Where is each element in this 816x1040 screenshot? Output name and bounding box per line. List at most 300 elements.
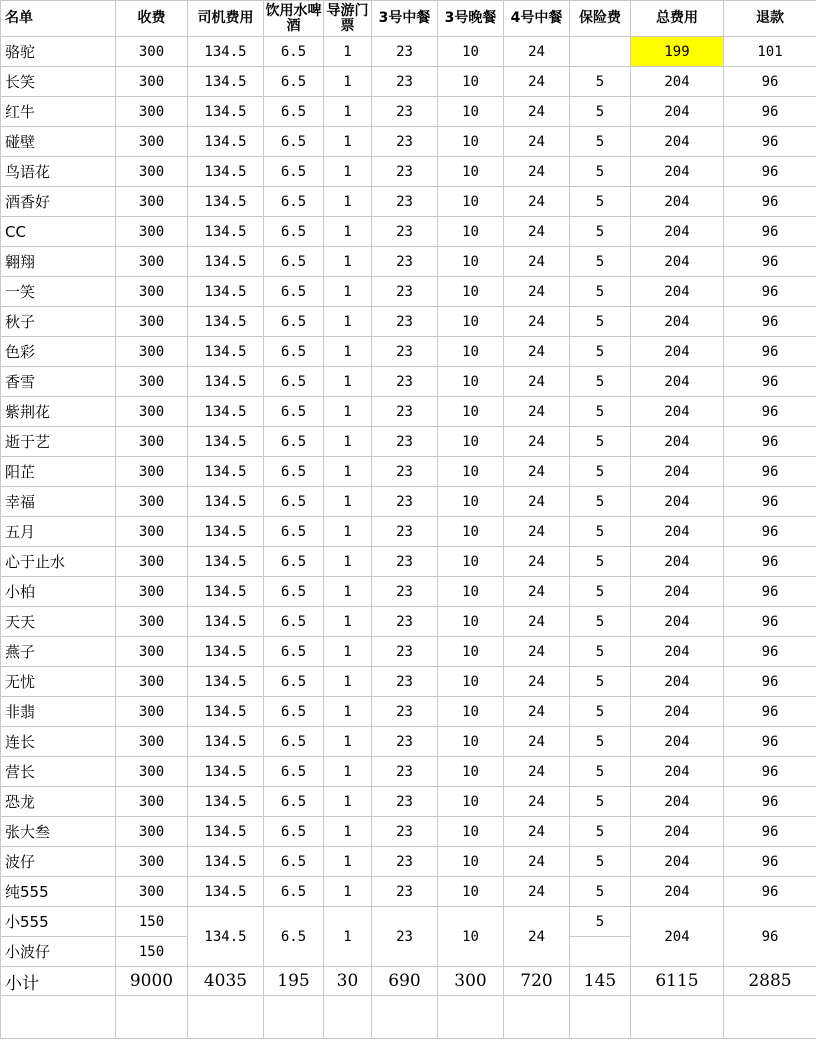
header-cell-lunch-4[interactable]: 4号中餐 bbox=[504, 1, 570, 37]
cell-insurance[interactable]: 5 bbox=[570, 427, 631, 457]
cell-guide-ticket[interactable]: 1 bbox=[324, 907, 372, 967]
cell-dinner-3[interactable]: 10 bbox=[438, 637, 504, 667]
cell-driver-fee[interactable]: 134.5 bbox=[188, 487, 264, 517]
cell-total-cost[interactable]: 204 bbox=[631, 367, 724, 397]
cell-drinks[interactable]: 6.5 bbox=[264, 397, 324, 427]
cell-total-cost[interactable]: 204 bbox=[631, 577, 724, 607]
cell-driver-fee[interactable]: 134.5 bbox=[188, 757, 264, 787]
cell-driver-fee[interactable]: 134.5 bbox=[188, 157, 264, 187]
subtotal-driver-fee[interactable]: 4035 bbox=[188, 967, 264, 996]
cell-guide-ticket[interactable]: 1 bbox=[324, 457, 372, 487]
cell-fee[interactable]: 300 bbox=[116, 877, 188, 907]
cell-lunch-4[interactable]: 24 bbox=[504, 547, 570, 577]
cell-lunch-3[interactable]: 23 bbox=[372, 907, 438, 967]
cell-insurance[interactable]: 5 bbox=[570, 247, 631, 277]
cell-total-cost[interactable]: 204 bbox=[631, 607, 724, 637]
cell-fee[interactable]: 300 bbox=[116, 577, 188, 607]
cell-lunch-3[interactable]: 23 bbox=[372, 157, 438, 187]
header-cell-refund[interactable]: 退款 bbox=[724, 1, 816, 37]
cell-dinner-3[interactable]: 10 bbox=[438, 337, 504, 367]
empty-cell[interactable] bbox=[570, 996, 631, 1039]
cell-insurance[interactable]: 5 bbox=[570, 97, 631, 127]
cell-insurance[interactable]: 5 bbox=[570, 517, 631, 547]
cell-lunch-3[interactable]: 23 bbox=[372, 787, 438, 817]
cell-driver-fee[interactable]: 134.5 bbox=[188, 127, 264, 157]
cell-insurance[interactable]: 5 bbox=[570, 697, 631, 727]
cell-name[interactable]: 小波仔 bbox=[1, 937, 116, 967]
cell-name[interactable]: 连长 bbox=[1, 727, 116, 757]
cell-guide-ticket[interactable]: 1 bbox=[324, 337, 372, 367]
cell-lunch-3[interactable]: 23 bbox=[372, 397, 438, 427]
cell-insurance[interactable]: 5 bbox=[570, 367, 631, 397]
cell-lunch-3[interactable]: 23 bbox=[372, 457, 438, 487]
cell-name[interactable]: 纯555 bbox=[1, 877, 116, 907]
cell-lunch-3[interactable]: 23 bbox=[372, 67, 438, 97]
cell-name[interactable]: 红牛 bbox=[1, 97, 116, 127]
cell-lunch-3[interactable]: 23 bbox=[372, 427, 438, 457]
cell-guide-ticket[interactable]: 1 bbox=[324, 37, 372, 67]
cell-drinks[interactable]: 6.5 bbox=[264, 97, 324, 127]
cell-total-cost[interactable]: 204 bbox=[631, 727, 724, 757]
cell-guide-ticket[interactable]: 1 bbox=[324, 307, 372, 337]
cell-driver-fee[interactable]: 134.5 bbox=[188, 547, 264, 577]
empty-cell[interactable] bbox=[504, 996, 570, 1039]
cell-driver-fee[interactable]: 134.5 bbox=[188, 907, 264, 967]
cell-refund[interactable]: 96 bbox=[724, 187, 816, 217]
cell-refund[interactable]: 96 bbox=[724, 247, 816, 277]
cell-lunch-4[interactable]: 24 bbox=[504, 877, 570, 907]
cell-lunch-4[interactable]: 24 bbox=[504, 457, 570, 487]
cell-guide-ticket[interactable]: 1 bbox=[324, 547, 372, 577]
cell-guide-ticket[interactable]: 1 bbox=[324, 517, 372, 547]
cell-lunch-4[interactable]: 24 bbox=[504, 697, 570, 727]
cell-dinner-3[interactable]: 10 bbox=[438, 457, 504, 487]
cell-guide-ticket[interactable]: 1 bbox=[324, 397, 372, 427]
cell-lunch-4[interactable]: 24 bbox=[504, 397, 570, 427]
cell-dinner-3[interactable]: 10 bbox=[438, 727, 504, 757]
cell-insurance[interactable]: 5 bbox=[570, 667, 631, 697]
cell-lunch-4[interactable]: 24 bbox=[504, 127, 570, 157]
cell-driver-fee[interactable]: 134.5 bbox=[188, 427, 264, 457]
cell-guide-ticket[interactable]: 1 bbox=[324, 847, 372, 877]
empty-cell[interactable] bbox=[264, 996, 324, 1039]
cell-name[interactable]: 香雪 bbox=[1, 367, 116, 397]
cell-refund[interactable]: 96 bbox=[724, 337, 816, 367]
cell-total-cost[interactable]: 204 bbox=[631, 757, 724, 787]
cell-guide-ticket[interactable]: 1 bbox=[324, 577, 372, 607]
empty-cell[interactable] bbox=[188, 996, 264, 1039]
header-cell-insurance[interactable]: 保险费 bbox=[570, 1, 631, 37]
cell-driver-fee[interactable]: 134.5 bbox=[188, 307, 264, 337]
cell-lunch-4[interactable]: 24 bbox=[504, 667, 570, 697]
cell-fee[interactable]: 300 bbox=[116, 697, 188, 727]
cell-insurance[interactable]: 5 bbox=[570, 727, 631, 757]
cell-lunch-4[interactable]: 24 bbox=[504, 277, 570, 307]
cell-refund[interactable]: 96 bbox=[724, 577, 816, 607]
cell-lunch-3[interactable]: 23 bbox=[372, 247, 438, 277]
cell-guide-ticket[interactable]: 1 bbox=[324, 667, 372, 697]
cell-drinks[interactable]: 6.5 bbox=[264, 127, 324, 157]
cell-lunch-4[interactable]: 24 bbox=[504, 637, 570, 667]
cell-refund[interactable]: 96 bbox=[724, 847, 816, 877]
cell-name[interactable]: 小555 bbox=[1, 907, 116, 937]
cell-name[interactable]: 碰壁 bbox=[1, 127, 116, 157]
cell-fee[interactable]: 300 bbox=[116, 487, 188, 517]
subtotal-total-cost[interactable]: 6115 bbox=[631, 967, 724, 996]
subtotal-drinks[interactable]: 195 bbox=[264, 967, 324, 996]
cell-dinner-3[interactable]: 10 bbox=[438, 487, 504, 517]
cell-total-cost[interactable]: 204 bbox=[631, 67, 724, 97]
header-cell-dinner-3[interactable]: 3号晚餐 bbox=[438, 1, 504, 37]
cell-lunch-4[interactable]: 24 bbox=[504, 97, 570, 127]
cell-dinner-3[interactable]: 10 bbox=[438, 877, 504, 907]
cell-insurance[interactable]: 5 bbox=[570, 397, 631, 427]
cell-name[interactable]: 色彩 bbox=[1, 337, 116, 367]
cell-dinner-3[interactable]: 10 bbox=[438, 817, 504, 847]
cell-lunch-3[interactable]: 23 bbox=[372, 847, 438, 877]
cell-lunch-3[interactable]: 23 bbox=[372, 337, 438, 367]
cell-fee[interactable]: 300 bbox=[116, 607, 188, 637]
subtotal-guide-ticket[interactable]: 30 bbox=[324, 967, 372, 996]
cell-lunch-4[interactable]: 24 bbox=[504, 517, 570, 547]
cell-driver-fee[interactable]: 134.5 bbox=[188, 457, 264, 487]
cell-refund[interactable]: 96 bbox=[724, 157, 816, 187]
empty-cell[interactable] bbox=[438, 996, 504, 1039]
cell-lunch-4[interactable]: 24 bbox=[504, 427, 570, 457]
cell-insurance[interactable]: 5 bbox=[570, 127, 631, 157]
cell-refund[interactable]: 96 bbox=[724, 877, 816, 907]
cell-lunch-4[interactable]: 24 bbox=[504, 217, 570, 247]
cell-driver-fee[interactable]: 134.5 bbox=[188, 37, 264, 67]
cell-refund[interactable]: 96 bbox=[724, 367, 816, 397]
cell-refund[interactable]: 96 bbox=[724, 277, 816, 307]
cell-total-cost[interactable]: 204 bbox=[631, 277, 724, 307]
header-cell-drinks[interactable]: 饮用水啤酒 bbox=[264, 1, 324, 37]
cell-fee[interactable]: 300 bbox=[116, 367, 188, 397]
cell-drinks[interactable]: 6.5 bbox=[264, 817, 324, 847]
cell-refund[interactable]: 96 bbox=[724, 487, 816, 517]
cell-guide-ticket[interactable]: 1 bbox=[324, 277, 372, 307]
cell-fee[interactable]: 300 bbox=[116, 247, 188, 277]
cell-insurance[interactable]: 5 bbox=[570, 577, 631, 607]
cell-insurance[interactable]: 5 bbox=[570, 457, 631, 487]
cell-guide-ticket[interactable]: 1 bbox=[324, 727, 372, 757]
cell-lunch-3[interactable]: 23 bbox=[372, 217, 438, 247]
cell-dinner-3[interactable]: 10 bbox=[438, 697, 504, 727]
cell-name[interactable]: 逝于艺 bbox=[1, 427, 116, 457]
header-cell-guide-ticket[interactable]: 导游门票 bbox=[324, 1, 372, 37]
cell-guide-ticket[interactable]: 1 bbox=[324, 607, 372, 637]
cell-dinner-3[interactable]: 10 bbox=[438, 247, 504, 277]
cell-dinner-3[interactable]: 10 bbox=[438, 547, 504, 577]
cell-driver-fee[interactable]: 134.5 bbox=[188, 697, 264, 727]
cell-refund[interactable]: 96 bbox=[724, 67, 816, 97]
cell-driver-fee[interactable]: 134.5 bbox=[188, 727, 264, 757]
cell-name[interactable]: 酒香好 bbox=[1, 187, 116, 217]
cell-dinner-3[interactable]: 10 bbox=[438, 367, 504, 397]
cell-insurance[interactable]: 5 bbox=[570, 787, 631, 817]
cell-driver-fee[interactable]: 134.5 bbox=[188, 217, 264, 247]
cell-insurance[interactable] bbox=[570, 937, 631, 967]
cell-driver-fee[interactable]: 134.5 bbox=[188, 517, 264, 547]
cell-fee[interactable]: 300 bbox=[116, 397, 188, 427]
cell-total-cost[interactable]: 204 bbox=[631, 637, 724, 667]
cell-guide-ticket[interactable]: 1 bbox=[324, 367, 372, 397]
cell-drinks[interactable]: 6.5 bbox=[264, 37, 324, 67]
cell-total-cost[interactable]: 204 bbox=[631, 547, 724, 577]
cell-insurance[interactable]: 5 bbox=[570, 607, 631, 637]
empty-cell[interactable] bbox=[372, 996, 438, 1039]
cell-lunch-3[interactable]: 23 bbox=[372, 367, 438, 397]
empty-cell[interactable] bbox=[724, 996, 816, 1039]
cell-total-cost[interactable]: 204 bbox=[631, 697, 724, 727]
cell-refund[interactable]: 96 bbox=[724, 217, 816, 247]
cell-lunch-4[interactable]: 24 bbox=[504, 817, 570, 847]
cell-guide-ticket[interactable]: 1 bbox=[324, 157, 372, 187]
cell-driver-fee[interactable]: 134.5 bbox=[188, 187, 264, 217]
cell-driver-fee[interactable]: 134.5 bbox=[188, 667, 264, 697]
cell-driver-fee[interactable]: 134.5 bbox=[188, 637, 264, 667]
cell-refund[interactable]: 96 bbox=[724, 757, 816, 787]
cell-guide-ticket[interactable]: 1 bbox=[324, 787, 372, 817]
cell-guide-ticket[interactable]: 1 bbox=[324, 697, 372, 727]
cell-dinner-3[interactable]: 10 bbox=[438, 517, 504, 547]
cell-insurance[interactable]: 5 bbox=[570, 847, 631, 877]
cell-drinks[interactable]: 6.5 bbox=[264, 757, 324, 787]
cell-fee[interactable]: 300 bbox=[116, 277, 188, 307]
cell-dinner-3[interactable]: 10 bbox=[438, 67, 504, 97]
cell-name[interactable]: 恐龙 bbox=[1, 787, 116, 817]
subtotal-insurance[interactable]: 145 bbox=[570, 967, 631, 996]
cell-dinner-3[interactable]: 10 bbox=[438, 277, 504, 307]
cell-fee[interactable]: 300 bbox=[116, 97, 188, 127]
cell-lunch-3[interactable]: 23 bbox=[372, 577, 438, 607]
cell-dinner-3[interactable]: 10 bbox=[438, 187, 504, 217]
cell-insurance[interactable]: 5 bbox=[570, 817, 631, 847]
cell-total-cost[interactable]: 199 bbox=[631, 37, 724, 67]
cell-guide-ticket[interactable]: 1 bbox=[324, 247, 372, 277]
cell-name[interactable]: 幸福 bbox=[1, 487, 116, 517]
cell-guide-ticket[interactable]: 1 bbox=[324, 187, 372, 217]
cell-lunch-4[interactable]: 24 bbox=[504, 367, 570, 397]
cell-drinks[interactable]: 6.5 bbox=[264, 427, 324, 457]
cell-name[interactable]: 燕子 bbox=[1, 637, 116, 667]
cell-name[interactable]: 鸟语花 bbox=[1, 157, 116, 187]
cell-dinner-3[interactable]: 10 bbox=[438, 787, 504, 817]
cell-name[interactable]: 波仔 bbox=[1, 847, 116, 877]
cell-insurance[interactable]: 5 bbox=[570, 757, 631, 787]
cell-refund[interactable]: 96 bbox=[724, 547, 816, 577]
cell-driver-fee[interactable]: 134.5 bbox=[188, 337, 264, 367]
cell-lunch-4[interactable]: 24 bbox=[504, 37, 570, 67]
cell-refund[interactable]: 96 bbox=[724, 787, 816, 817]
cell-total-cost[interactable]: 204 bbox=[631, 127, 724, 157]
cell-lunch-4[interactable]: 24 bbox=[504, 307, 570, 337]
empty-cell[interactable] bbox=[116, 996, 188, 1039]
header-cell-lunch-3[interactable]: 3号中餐 bbox=[372, 1, 438, 37]
cell-drinks[interactable]: 6.5 bbox=[264, 367, 324, 397]
cell-guide-ticket[interactable]: 1 bbox=[324, 817, 372, 847]
cell-lunch-4[interactable]: 24 bbox=[504, 577, 570, 607]
cell-guide-ticket[interactable]: 1 bbox=[324, 757, 372, 787]
cell-lunch-4[interactable]: 24 bbox=[504, 607, 570, 637]
cell-refund[interactable]: 96 bbox=[724, 127, 816, 157]
cell-driver-fee[interactable]: 134.5 bbox=[188, 877, 264, 907]
cell-total-cost[interactable]: 204 bbox=[631, 667, 724, 697]
cell-lunch-4[interactable]: 24 bbox=[504, 487, 570, 517]
cell-driver-fee[interactable]: 134.5 bbox=[188, 277, 264, 307]
cell-lunch-4[interactable]: 24 bbox=[504, 247, 570, 277]
cell-fee[interactable]: 150 bbox=[116, 907, 188, 937]
cell-lunch-3[interactable]: 23 bbox=[372, 517, 438, 547]
cell-fee[interactable]: 300 bbox=[116, 457, 188, 487]
cell-drinks[interactable]: 6.5 bbox=[264, 847, 324, 877]
cell-lunch-3[interactable]: 23 bbox=[372, 37, 438, 67]
cell-total-cost[interactable]: 204 bbox=[631, 157, 724, 187]
cell-guide-ticket[interactable]: 1 bbox=[324, 427, 372, 457]
cell-name[interactable]: 天天 bbox=[1, 607, 116, 637]
cell-fee[interactable]: 300 bbox=[116, 67, 188, 97]
cell-insurance[interactable]: 5 bbox=[570, 547, 631, 577]
cell-drinks[interactable]: 6.5 bbox=[264, 187, 324, 217]
subtotal-name[interactable]: 小计 bbox=[1, 967, 116, 996]
cell-drinks[interactable]: 6.5 bbox=[264, 277, 324, 307]
cell-drinks[interactable]: 6.5 bbox=[264, 457, 324, 487]
cell-dinner-3[interactable]: 10 bbox=[438, 757, 504, 787]
header-cell-fee[interactable]: 收费 bbox=[116, 1, 188, 37]
cell-name[interactable]: 营长 bbox=[1, 757, 116, 787]
cell-refund[interactable]: 96 bbox=[724, 637, 816, 667]
cell-fee[interactable]: 300 bbox=[116, 427, 188, 457]
cell-lunch-3[interactable]: 23 bbox=[372, 697, 438, 727]
cell-name[interactable]: 秋子 bbox=[1, 307, 116, 337]
header-cell-driver-fee[interactable]: 司机费用 bbox=[188, 1, 264, 37]
cell-lunch-3[interactable]: 23 bbox=[372, 307, 438, 337]
cell-total-cost[interactable]: 204 bbox=[631, 97, 724, 127]
empty-cell[interactable] bbox=[324, 996, 372, 1039]
cell-driver-fee[interactable]: 134.5 bbox=[188, 67, 264, 97]
subtotal-fee[interactable]: 9000 bbox=[116, 967, 188, 996]
cell-dinner-3[interactable]: 10 bbox=[438, 847, 504, 877]
cell-name[interactable]: 非翡 bbox=[1, 697, 116, 727]
header-cell-total-cost[interactable]: 总费用 bbox=[631, 1, 724, 37]
cell-guide-ticket[interactable]: 1 bbox=[324, 877, 372, 907]
cell-insurance[interactable] bbox=[570, 37, 631, 67]
cell-fee[interactable]: 300 bbox=[116, 127, 188, 157]
cell-refund[interactable]: 96 bbox=[724, 517, 816, 547]
cell-total-cost[interactable]: 204 bbox=[631, 787, 724, 817]
cell-total-cost[interactable]: 204 bbox=[631, 307, 724, 337]
cell-insurance[interactable]: 5 bbox=[570, 157, 631, 187]
cell-insurance[interactable]: 5 bbox=[570, 907, 631, 937]
cell-guide-ticket[interactable]: 1 bbox=[324, 217, 372, 247]
cell-fee[interactable]: 300 bbox=[116, 727, 188, 757]
cell-name[interactable]: 无忧 bbox=[1, 667, 116, 697]
cell-drinks[interactable]: 6.5 bbox=[264, 877, 324, 907]
cell-guide-ticket[interactable]: 1 bbox=[324, 97, 372, 127]
cell-refund[interactable]: 96 bbox=[724, 97, 816, 127]
cell-fee[interactable]: 300 bbox=[116, 517, 188, 547]
cell-drinks[interactable]: 6.5 bbox=[264, 217, 324, 247]
cell-name[interactable]: 张大叁 bbox=[1, 817, 116, 847]
cell-driver-fee[interactable]: 134.5 bbox=[188, 97, 264, 127]
cell-dinner-3[interactable]: 10 bbox=[438, 427, 504, 457]
cell-lunch-4[interactable]: 24 bbox=[504, 187, 570, 217]
cell-lunch-4[interactable]: 24 bbox=[504, 907, 570, 967]
cell-total-cost[interactable]: 204 bbox=[631, 427, 724, 457]
cell-drinks[interactable]: 6.5 bbox=[264, 487, 324, 517]
cell-fee[interactable]: 300 bbox=[116, 817, 188, 847]
cell-fee[interactable]: 300 bbox=[116, 847, 188, 877]
cell-name[interactable]: 翱翔 bbox=[1, 247, 116, 277]
cell-drinks[interactable]: 6.5 bbox=[264, 517, 324, 547]
empty-cell[interactable] bbox=[1, 996, 116, 1039]
cell-lunch-3[interactable]: 23 bbox=[372, 757, 438, 787]
cell-driver-fee[interactable]: 134.5 bbox=[188, 847, 264, 877]
cell-lunch-4[interactable]: 24 bbox=[504, 847, 570, 877]
cell-insurance[interactable]: 5 bbox=[570, 67, 631, 97]
cell-total-cost[interactable]: 204 bbox=[631, 817, 724, 847]
cell-refund[interactable]: 96 bbox=[724, 817, 816, 847]
cell-name[interactable]: CC bbox=[1, 217, 116, 247]
cell-dinner-3[interactable]: 10 bbox=[438, 157, 504, 187]
cell-lunch-3[interactable]: 23 bbox=[372, 877, 438, 907]
subtotal-lunch-3[interactable]: 690 bbox=[372, 967, 438, 996]
cell-refund[interactable]: 96 bbox=[724, 457, 816, 487]
header-cell-name[interactable]: 名单 bbox=[1, 1, 116, 37]
cell-drinks[interactable]: 6.5 bbox=[264, 787, 324, 817]
cell-name[interactable]: 阳芷 bbox=[1, 457, 116, 487]
cell-total-cost[interactable]: 204 bbox=[631, 877, 724, 907]
cell-lunch-4[interactable]: 24 bbox=[504, 787, 570, 817]
cell-drinks[interactable]: 6.5 bbox=[264, 307, 324, 337]
cell-lunch-3[interactable]: 23 bbox=[372, 607, 438, 637]
cell-refund[interactable]: 96 bbox=[724, 607, 816, 637]
cell-drinks[interactable]: 6.5 bbox=[264, 67, 324, 97]
cell-drinks[interactable]: 6.5 bbox=[264, 577, 324, 607]
cell-insurance[interactable]: 5 bbox=[570, 337, 631, 367]
cell-total-cost[interactable]: 204 bbox=[631, 187, 724, 217]
cell-driver-fee[interactable]: 134.5 bbox=[188, 397, 264, 427]
cell-lunch-3[interactable]: 23 bbox=[372, 727, 438, 757]
cell-fee[interactable]: 300 bbox=[116, 307, 188, 337]
cell-dinner-3[interactable]: 10 bbox=[438, 397, 504, 427]
cell-driver-fee[interactable]: 134.5 bbox=[188, 607, 264, 637]
cell-fee[interactable]: 150 bbox=[116, 937, 188, 967]
cell-driver-fee[interactable]: 134.5 bbox=[188, 367, 264, 397]
cell-lunch-3[interactable]: 23 bbox=[372, 187, 438, 217]
cell-dinner-3[interactable]: 10 bbox=[438, 907, 504, 967]
cell-drinks[interactable]: 6.5 bbox=[264, 337, 324, 367]
cell-fee[interactable]: 300 bbox=[116, 37, 188, 67]
cell-lunch-3[interactable]: 23 bbox=[372, 817, 438, 847]
cell-lunch-4[interactable]: 24 bbox=[504, 337, 570, 367]
cell-guide-ticket[interactable]: 1 bbox=[324, 127, 372, 157]
cell-insurance[interactable]: 5 bbox=[570, 277, 631, 307]
cell-guide-ticket[interactable]: 1 bbox=[324, 637, 372, 667]
cell-driver-fee[interactable]: 134.5 bbox=[188, 817, 264, 847]
cell-total-cost[interactable]: 204 bbox=[631, 517, 724, 547]
cell-fee[interactable]: 300 bbox=[116, 337, 188, 367]
cell-refund[interactable]: 96 bbox=[724, 697, 816, 727]
cell-lunch-3[interactable]: 23 bbox=[372, 97, 438, 127]
cell-name[interactable]: 五月 bbox=[1, 517, 116, 547]
cell-driver-fee[interactable]: 134.5 bbox=[188, 787, 264, 817]
cell-dinner-3[interactable]: 10 bbox=[438, 97, 504, 127]
cell-fee[interactable]: 300 bbox=[116, 187, 188, 217]
cell-name[interactable]: 长笑 bbox=[1, 67, 116, 97]
cell-name[interactable]: 紫荆花 bbox=[1, 397, 116, 427]
